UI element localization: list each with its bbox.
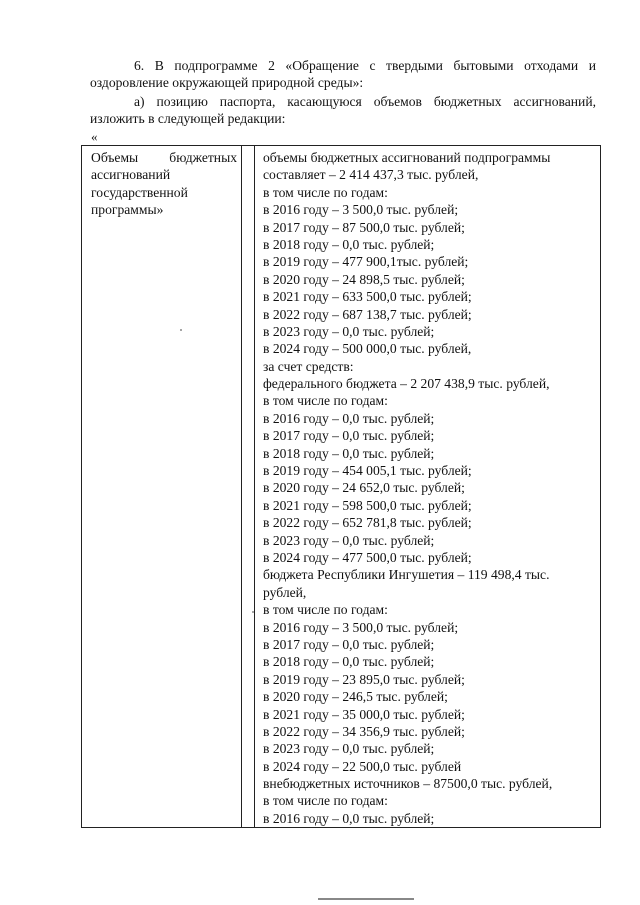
cell-line: в 2024 году – 500 000,0 тыс. рублей, (263, 341, 472, 357)
cell-line: программы» (91, 202, 164, 218)
cell-line: в 2021 году – 633 500,0 тыс. рублей; (263, 289, 472, 305)
paragraph-line: а) позицию паспорта, касающуюся объемов бюджетных ассигнований, (134, 94, 596, 109)
cell-line: бюджета Республики Ингушетия – 119 498,4 тыс. (263, 567, 550, 583)
cell-line: в 2019 году – 454 005,1 тыс. рублей; (263, 463, 472, 479)
cell-line: рублей, (263, 584, 307, 600)
cell-line: в 2022 году – 687 138,7 тыс. рублей; (263, 306, 472, 322)
position-name-cell (91, 149, 237, 219)
cell-line: в 2017 году – 0,0 тыс. рублей; (263, 428, 435, 444)
cell-line: в 2018 году – 0,0 тыс. рублей; (263, 236, 435, 252)
column-divider (241, 146, 242, 827)
cell-line: в 2023 году – 0,0 тыс. рублей; (263, 532, 435, 548)
cell-line: Объемы бюджетных (91, 150, 237, 165)
cell-line: в 2024 году – 477 500,0 тыс. рублей; (263, 549, 472, 565)
cell-line: в 2018 году – 0,0 тыс. рублей; (263, 654, 435, 670)
passport-table (81, 145, 601, 828)
cell-line: в 2023 году – 0,0 тыс. рублей; (263, 323, 435, 339)
cell-line: в 2020 году – 246,5 тыс. рублей; (263, 689, 448, 705)
scan-speck (180, 329, 182, 331)
cell-line: составляет – 2 414 437,3 тыс. рублей, (263, 167, 479, 183)
paragraph-line: оздоровление окружающей природной среды»: (90, 75, 364, 91)
cell-line: в 2021 году – 598 500,0 тыс. рублей; (263, 497, 472, 513)
cell-line: в 2019 году – 477 900,1тыс. рублей; (263, 254, 469, 270)
cell-line: государственной (91, 184, 188, 200)
cell-line: в 2024 году – 22 500,0 тыс. рублей (263, 758, 462, 774)
cell-line: федерального бюджета – 2 207 438,9 тыс. рублей, (263, 376, 550, 392)
cell-line: в 2022 году – 34 356,9 тыс. рублей; (263, 723, 465, 739)
opening-quote-mark: « (91, 129, 98, 144)
cell-line: в том числе по годам: (263, 602, 388, 618)
cell-line: в 2021 году – 35 000,0 тыс. рублей; (263, 706, 465, 722)
cell-line: в том числе по годам: (263, 393, 388, 409)
cell-line: объемы бюджетных ассигнований подпрограммы (263, 150, 551, 165)
cell-line: внебюджетных источников – 87500,0 тыс. рублей, (263, 776, 553, 792)
cell-line: в 2016 году – 3 500,0 тыс. рублей; (263, 619, 459, 635)
paragraph-line: 6. В подпрограмме 2 «Обращение с твердыми бытовыми отходами и (134, 58, 596, 73)
scan-speck (252, 611, 254, 613)
cell-line: в 2017 году – 0,0 тыс. рублей; (263, 636, 435, 652)
paragraph-line: изложить в следующей редакции: (90, 111, 286, 127)
cell-line: в 2020 году – 24 652,0 тыс. рублей; (263, 480, 465, 496)
cell-line: в 2016 году – 0,0 тыс. рублей; (263, 810, 435, 826)
cell-line: в 2016 году – 3 500,0 тыс. рублей; (263, 202, 459, 218)
budget-volumes-cell (263, 149, 598, 827)
cell-line: в 2023 году – 0,0 тыс. рублей; (263, 741, 435, 757)
cell-line: в 2017 году – 87 500,0 тыс. рублей; (263, 219, 465, 235)
column-divider (254, 146, 255, 827)
cell-line: в 2016 году – 0,0 тыс. рублей; (263, 410, 435, 426)
cell-line: в том числе по годам: (263, 184, 388, 200)
paragraph-subitem-a (90, 93, 596, 128)
cell-line: в 2022 году – 652 781,8 тыс. рублей; (263, 515, 472, 531)
paragraph-item-6 (90, 57, 596, 92)
cell-line: в 2020 году – 24 898,5 тыс. рублей; (263, 271, 465, 287)
cell-line: за счет средств: (263, 358, 354, 374)
footer-scan-mark (318, 898, 414, 900)
cell-line: ассигнований (91, 167, 171, 183)
cell-line: в 2019 году – 23 895,0 тыс. рублей; (263, 671, 465, 687)
cell-line: в том числе по годам: (263, 793, 388, 809)
cell-line: в 2018 году – 0,0 тыс. рублей; (263, 445, 435, 461)
